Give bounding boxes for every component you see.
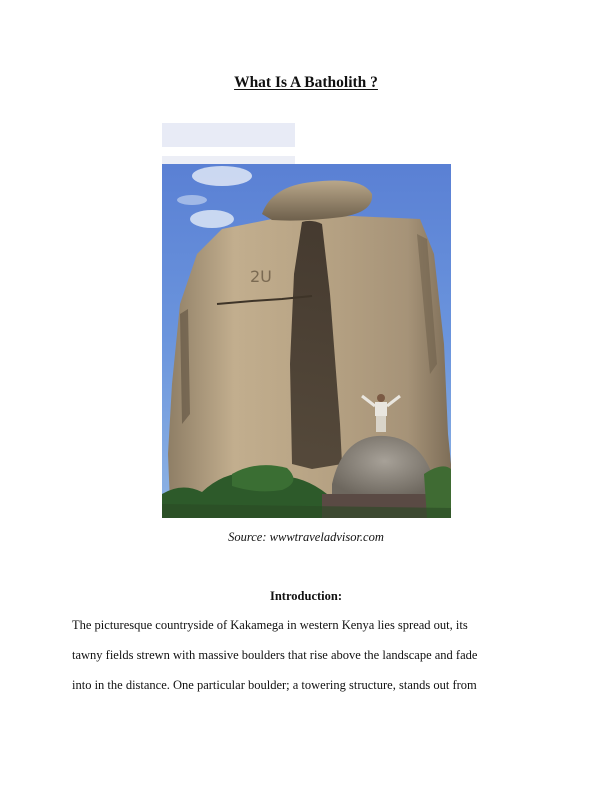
paragraph-line: into in the distance. One particular boulder; a towering structure, stands out from — [72, 678, 477, 692]
image-placeholder-block — [162, 123, 295, 147]
svg-text:2U: 2U — [250, 267, 272, 286]
batholith-photo — [162, 164, 451, 518]
figure-caption: Source: wwwtraveladvisor.com — [228, 530, 384, 544]
page-title: What Is A Batholith ? — [234, 74, 378, 91]
paragraph-line: The picturesque countryside of Kakamega in western Kenya lies spread out, its — [72, 618, 468, 632]
paragraph-line: tawny fields strewn with massive boulders that rise above the landscape and fade — [72, 648, 478, 662]
introduction-paragraph — [72, 610, 542, 700]
section-heading-introduction: Introduction: — [269, 589, 342, 603]
